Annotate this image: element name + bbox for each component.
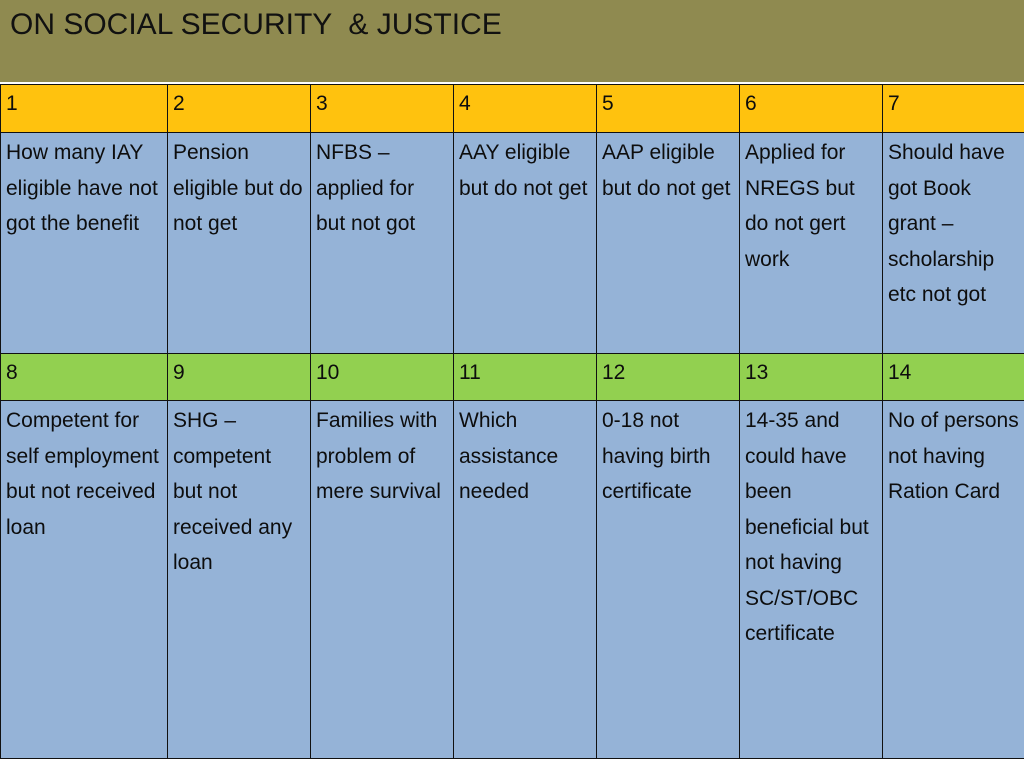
- number-row: [1, 85, 1024, 133]
- item-number: 4: [454, 85, 597, 133]
- item-number: 9: [168, 354, 311, 401]
- item-description: AAY eligible but do not get: [454, 133, 597, 354]
- item-number: 3: [311, 85, 454, 133]
- item-description: AAP eligible but do not get: [597, 133, 740, 354]
- item-description: NFBS – applied for but not got: [311, 133, 454, 354]
- item-number: 14: [883, 354, 1024, 401]
- item-description: Families with problem of mere survival: [311, 401, 454, 759]
- item-number: 7: [883, 85, 1024, 133]
- item-number: 10: [311, 354, 454, 401]
- item-number: 2: [168, 85, 311, 133]
- item-number: 11: [454, 354, 597, 401]
- item-description: Applied for NREGS but do not gert work: [740, 133, 883, 354]
- item-description: 0-18 not having birth certificate: [597, 401, 740, 759]
- item-description: No of persons not having Ration Card: [883, 401, 1024, 759]
- item-number: 6: [740, 85, 883, 133]
- item-description: How many IAY eligible have not got the benefit: [1, 133, 168, 354]
- number-row: [1, 354, 1024, 401]
- page-title: ON SOCIAL SECURITY & JUSTICE: [10, 8, 502, 41]
- item-number: 1: [1, 85, 168, 133]
- item-number: 13: [740, 354, 883, 401]
- item-description: SHG – competent but not received any loan: [168, 401, 311, 759]
- item-number: 8: [1, 354, 168, 401]
- item-description: Which assistance needed: [454, 401, 597, 759]
- item-number: 5: [597, 85, 740, 133]
- indicator-table: [0, 84, 1024, 759]
- description-row: [1, 133, 1024, 354]
- item-description: Pension eligible but do not get: [168, 133, 311, 354]
- item-description: Should have got Book grant – scholarship etc not got: [883, 133, 1024, 354]
- title-bar: [0, 0, 1024, 82]
- item-number: 12: [597, 354, 740, 401]
- item-description: Competent for self employment but not received loan: [1, 401, 168, 759]
- description-row: [1, 401, 1024, 759]
- item-description: 14-35 and could have been beneficial but not having SC/ST/OBC certificate: [740, 401, 883, 759]
